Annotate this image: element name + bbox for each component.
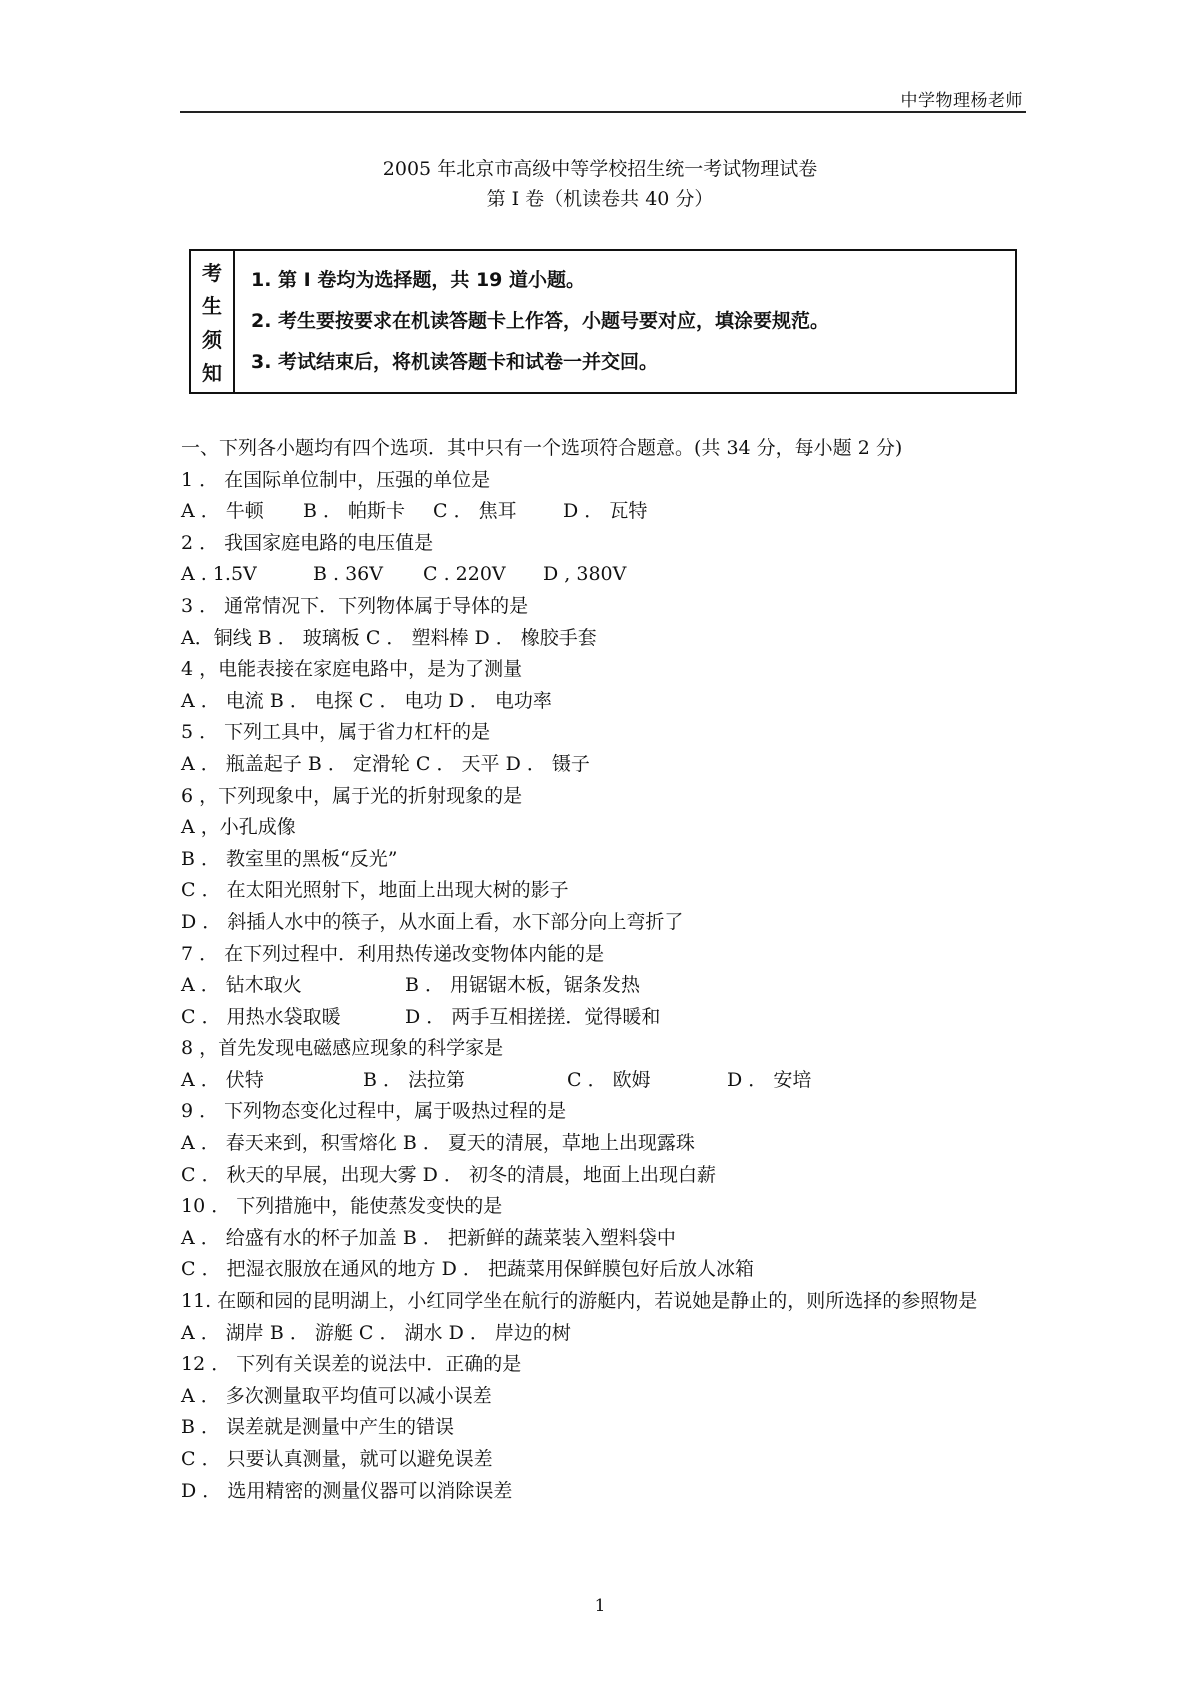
option-line: C ． 只要认真测量，就可以避免误差 [181, 1448, 493, 1470]
question-stem: 8 ，首先发现电磁感应现象的科学家是 [181, 1037, 504, 1060]
option: B ． 用锯锯木板，锯条发热 [405, 974, 641, 997]
option: C ． 焦耳 [433, 500, 517, 523]
notice-label [191, 251, 235, 392]
option-line: A ． 电流 B ． 电探 C ． 电功 D ． 电功率 [181, 689, 552, 712]
header-rule [180, 111, 1026, 113]
question-stem: 9 ． 下列物态变化过程中，属于吸热过程的是 [181, 1100, 567, 1123]
option-line: C ． 把湿衣服放在通风的地方 D ． 把蔬菜用保鲜膜包好后放人冰箱 [181, 1258, 754, 1281]
option-line: A．铜线 B ． 玻璃板 C ． 塑料棒 D ． 橡胶手套 [181, 626, 597, 649]
option-line: B ． 误差就是测量中产生的错误 [181, 1416, 455, 1439]
exam-subtitle: 第 I 卷（机读卷共 40 分） [486, 188, 714, 210]
option-line: A ． 给盛有水的杯子加盖 B ． 把新鲜的蔬菜装入塑料袋中 [181, 1226, 676, 1249]
option: B ． 法拉第 [363, 1068, 466, 1091]
question-stem: 7 ． 在下列过程中．利用热传递改变物体内能的是 [181, 942, 605, 965]
option-row [181, 1065, 1031, 1097]
option: A ． 伏特 [181, 1068, 264, 1091]
option: B ． 帕斯卡 [303, 500, 406, 523]
option: D , 380V [543, 563, 627, 586]
option: A ． 牛顿 [181, 500, 264, 523]
exam-title: 2005 年北京市高级中等学校招生统一考试物理试卷 [382, 158, 818, 180]
notice-box [189, 249, 1017, 394]
notice-item: 2. 考生要按要求在机读答题卡上作答，小题号要对应，填涂要规范。 [251, 310, 830, 332]
notice-item: 3. 考试结束后，将机读答题卡和试卷一并交回。 [251, 351, 659, 373]
option-line: A ． 瓶盖起子 B ． 定滑轮 C ． 天平 D ． 镊子 [181, 752, 590, 775]
question-list [181, 433, 1031, 1507]
option-line: A ． 湖岸 B ． 游艇 C ． 湖水 D ． 岸边的树 [181, 1321, 571, 1344]
option-line: A ． 春天来到，积雪熔化 B ． 夏天的清展，草地上出现露珠 [181, 1132, 695, 1155]
option-row [181, 1002, 1031, 1034]
notice-items [235, 251, 1015, 392]
option-line: A ． 多次测量取平均值可以减小误差 [181, 1384, 492, 1407]
notice-label-char: 生 [202, 294, 222, 319]
option: D ． 安培 [727, 1068, 812, 1091]
question-stem: 4 ，电能表接在家庭电路中，是为了测量 [181, 658, 523, 681]
option-line: C ． 秋天的早展，出现大雾 D ． 初冬的清晨，地面上出现白薪 [181, 1163, 716, 1186]
option-line: C ． 在太阳光照射下，地面上出现大树的影子 [181, 879, 569, 902]
question-stem: 5 ． 下列工具中，属于省力杠杆的是 [181, 721, 491, 744]
option: B . 36V [313, 563, 383, 586]
notice-label-char: 考 [202, 261, 222, 286]
notice-label-char: 须 [202, 327, 222, 352]
question-stem: 10 ． 下列措施中，能使蒸发变快的是 [181, 1195, 503, 1218]
question-stem: 6 ，下列现象中，属于光的折射现象的是 [181, 784, 523, 807]
question-stem: 12 ． 下列有关误差的说法中．正确的是 [181, 1353, 522, 1376]
option-row [181, 496, 1031, 528]
option-line: A ，小孔成像 [181, 816, 296, 839]
option: D ． 两手互相搓搓．觉得暖和 [405, 1005, 661, 1028]
option: A . 1.5V [181, 563, 257, 586]
option: C ． 欧姆 [567, 1068, 651, 1091]
option: D ． 瓦特 [563, 500, 648, 523]
question-stem: 11. 在颐和园的昆明湖上，小红同学坐在航行的游艇内，若说她是静止的，则所选择的参照物是 [181, 1290, 978, 1313]
notice-label-char: 知 [202, 360, 222, 385]
option: C ． 用热水袋取暖 [181, 1005, 341, 1028]
option-line: D ． 斜插人水中的筷子，从水面上看，水下部分向上弯折了 [181, 910, 684, 933]
page-number: 1 [594, 1596, 606, 1616]
option: C . 220V [423, 563, 506, 586]
option: A ． 钻木取火 [181, 974, 302, 997]
option-row [181, 970, 1031, 1002]
header-teacher: 中学物理杨老师 [900, 91, 1023, 111]
notice-item: 1. 第 I 卷均为选择题，共 19 道小题。 [251, 269, 586, 291]
option-row [181, 559, 1031, 591]
option-line: D ． 选用精密的测量仪器可以消除误差 [181, 1479, 513, 1502]
section-heading: 一、下列各小题均有四个选项．其中只有一个选项符合题意。(共 34 分，每小题 2 分) [181, 437, 903, 459]
question-stem: 2 ． 我国家庭电路的电压值是 [181, 531, 434, 554]
question-stem: 1 ． 在国际单位制中，压强的单位是 [181, 468, 491, 491]
option-line: B ． 教室里的黑板“反光” [181, 847, 398, 870]
question-stem: 3 ． 通常情况下．下列物体属于导体的是 [181, 594, 529, 617]
